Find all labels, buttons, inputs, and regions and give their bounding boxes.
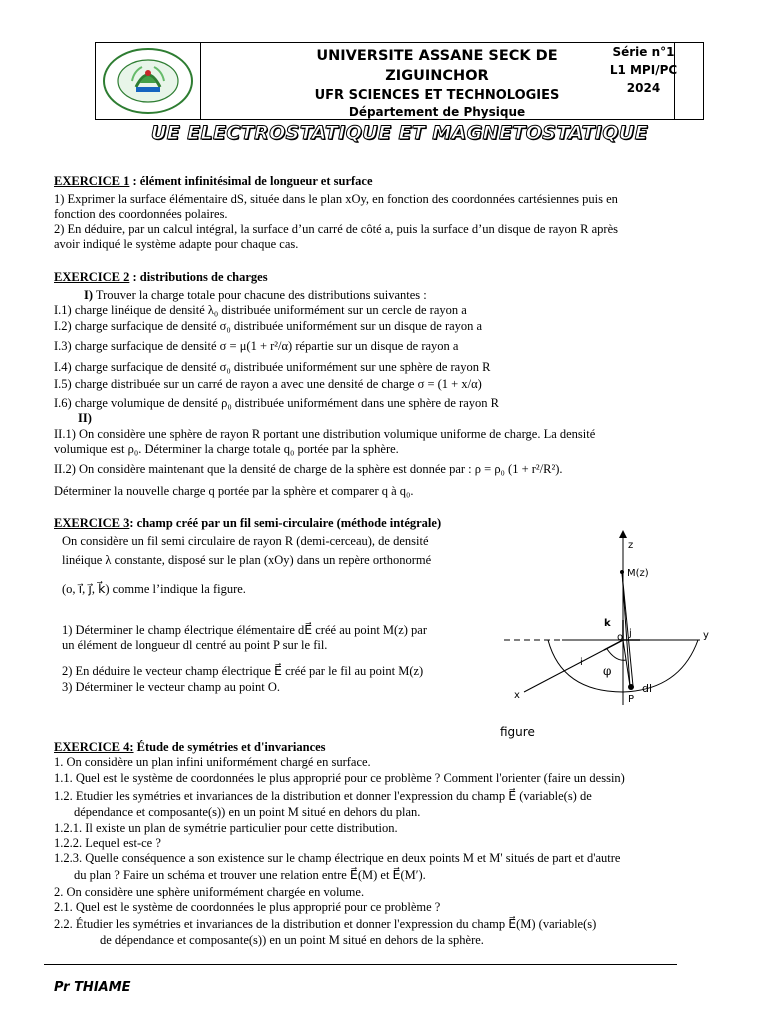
ex4-label: EXERCICE 4:	[54, 740, 134, 754]
ex4-line: dépendance et composante(s)) en un point M situé en dehors du plan.	[74, 805, 421, 819]
series-number: Série n°1	[612, 45, 675, 59]
department-name: Département de Physique	[348, 105, 526, 119]
ex2-part1-label: I)	[84, 288, 94, 302]
ex1-line: 2) En déduire, par un calcul intégral, la surface d’un carré de côté a, puis la surface d’un disque de rayon R après	[54, 222, 618, 236]
ex3-line: 2) En déduire le vecteur champ électrique E⃗ créé par le fil au point M(z)	[62, 664, 424, 678]
figure-caption: figure	[500, 725, 535, 739]
ex3-line: 1) Déterminer le champ électrique élémentaire dE⃗ créé au point M(z) par	[62, 623, 428, 637]
ex2-item: I.5) charge distribuée sur un carré de rayon a avec une densité de charge σ = (1 + x/α)	[54, 377, 482, 391]
ex2-part2-label: II)	[78, 411, 92, 425]
ex4-line: 2.1. Quel est le système de coordonnées le plus approprié pour ce problème ?	[54, 900, 441, 914]
ex4-title: Étude de symétries et d'invariances	[133, 740, 326, 754]
ex3-heading	[54, 516, 441, 532]
ex2-item: I.1) charge linéique de densité λ₀ distribuée uniformément sur un cercle de rayon a	[54, 303, 467, 317]
level: L1 MPI/PC	[609, 63, 678, 77]
ex2-p21-line2: volumique est ρ₀. Déterminer la charge totale q₀ portée par la sphère.	[54, 442, 399, 456]
label-z: z	[628, 540, 634, 551]
z-axis-arrow-icon	[619, 530, 627, 538]
ex4-line: 1.2. Etudier les symétries et invariances de la distribution et donner l'expression du champ E⃗ (variable(s) de	[54, 789, 592, 803]
ex3-line: un élément de longueur dl centré au point P sur le fil.	[62, 638, 328, 652]
ex4-line: 1.2.1. Il existe un plan de symétrie particulier pour cette distribution.	[54, 821, 398, 835]
ex4-line: 1.2.2. Lequel est-ce ?	[54, 836, 161, 850]
label-phi: φ	[603, 664, 612, 678]
ex2-p22-line1: II.2) On considère maintenant que la densité de charge de la sphère est donnée par : ρ = ρ₀ (1 + r²/R²).	[54, 462, 563, 476]
ex4-line: du plan ? Faire un schéma et trouver une relation entre E⃗(M) et E⃗(M′).	[74, 868, 426, 882]
ex4-heading	[54, 740, 326, 756]
ex2-part1-text: Trouver la charge totale pour chacune des distributions suivantes :	[93, 288, 427, 302]
ex2-part1-intro	[84, 288, 427, 304]
footer-author: Pr THIAME	[54, 980, 131, 995]
ex2-p22-line2: Déterminer la nouvelle charge q portée par la sphère et comparer q à q₀.	[54, 484, 414, 498]
ex2-item: I.6) charge volumique de densité ρ₀ distribuée uniformément dans une sphère de rayon R	[54, 396, 499, 410]
series-block	[585, 43, 702, 97]
footer-divider	[44, 964, 677, 965]
ex1-line: fonction des coordonnées polaires.	[54, 207, 228, 221]
label-k: k	[604, 618, 611, 629]
ex1-heading	[54, 174, 373, 190]
course-title: UE ELECTROSTATIQUE ET MAGNETOSTATIQUE	[150, 122, 649, 144]
ex2-item: I.4) charge surfacique de densité σ₀ distribuée uniformément sur une sphère de rayon R	[54, 360, 491, 374]
ex2-item: I.2) charge surfacique de densité σ₀ distribuée uniformément sur un disque de rayon a	[54, 319, 483, 333]
label-x: x	[514, 690, 520, 701]
ex1-line: 1) Exprimer la surface élémentaire dS, située dans le plan xOy, en fonction des coordonnées cartésiennes puis en	[54, 192, 618, 206]
ex1-title: : élément infinitésimal de longueur et surface	[129, 174, 373, 188]
label-j: j	[629, 628, 632, 639]
label-i: i	[580, 657, 583, 668]
label-dl: dl	[642, 682, 653, 695]
ex1-line: avoir indiqué le système adapte pour chaque cas.	[54, 237, 299, 251]
ex2-title: : distributions de charges	[129, 270, 268, 284]
ex4-line: 1. On considère un plan infini uniformément chargé en surface.	[54, 755, 371, 769]
ufr-name: UFR SCIENCES ET TECHNOLOGIES	[314, 88, 560, 103]
ex2-p21-line1: II.1) On considère une sphère de rayon R portant une distribution volumique uniforme de charge. La densité	[54, 427, 596, 441]
ex2-item: I.3) charge surfacique de densité σ = μ(1 + r²/α) répartie sur un disque de rayon a	[54, 339, 459, 353]
university-name-line2: ZIGUINCHOR	[385, 68, 489, 84]
ex3-title: : champ créé par un fil semi-circulaire (méthode intégrale)	[129, 516, 442, 530]
ex4-line: 1.2.3. Quelle conséquence a son existence sur le champ électrique en deux points M et M' situés de part et d'autre	[54, 851, 621, 865]
ex3-line: On considère un fil semi circulaire de rayon R (demi-cerceau), de densité	[62, 534, 429, 548]
ex4-line: de dépendance et composante(s)) en un point M situé en dehors de la sphère.	[100, 933, 484, 947]
ex2-heading	[54, 270, 268, 286]
label-p: P	[628, 694, 635, 705]
ex2-label: EXERCICE 2	[54, 270, 130, 284]
ex4-line: 1.1. Quel est le système de coordonnées le plus approprié pour ce problème ? Comment l'orienter (faire un dessin)	[54, 771, 625, 785]
ex3-figure	[500, 530, 715, 745]
university-logo	[96, 43, 200, 119]
point-p	[628, 684, 634, 690]
university-name-line1: UNIVERSITE ASSANE SECK DE	[316, 48, 558, 64]
ex3-line: (o, i⃗, j⃗, k⃗) comme l’indique la figure.	[62, 582, 246, 596]
ex3-label: EXERCICE 3	[54, 516, 130, 530]
year: 2024	[626, 81, 661, 95]
label-mz: M(z)	[627, 568, 649, 579]
ex4-line: 2. On considère une sphère uniformément chargée en volume.	[54, 885, 365, 899]
ex1-label: EXERCICE 1	[54, 174, 130, 188]
ex3-line: 3) Déterminer le vecteur champ au point O.	[62, 680, 280, 694]
label-y: y	[703, 630, 709, 641]
ex4-line: 2.2. Étudier les symétries et invariances de la distribution et donner l'expression du champ E⃗(M) (variable(s)	[54, 917, 597, 931]
ex3-line: linéique λ constante, disposé sur le plan (xOy) dans un repère orthonormé	[62, 553, 432, 567]
logo-cell	[96, 43, 201, 119]
label-o: o	[617, 632, 624, 643]
